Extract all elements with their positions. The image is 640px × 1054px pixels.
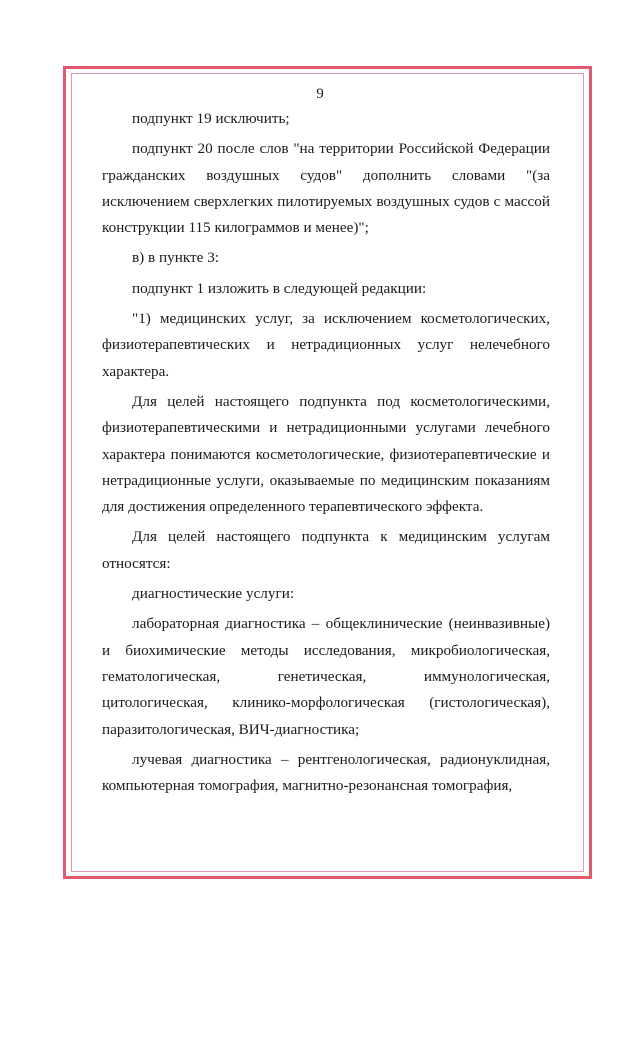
paragraph-medical-services: "1) медицинских услуг, за исключением косметологических, физиотерапевтических и нетрадиционных услуг нелечебного характера. xyxy=(102,310,550,380)
paragraph-laboratory-diagnostics: лабораторная диагностика – общеклинические (неинвазивные) и биохимические методы исследования, микробиологическая, гематологическая, генетическая, иммунологическая, цитологическая, клинико-морфологическая (гистологическая), паразитологическая, ВИЧ-диагностика; xyxy=(102,615,550,738)
document-body xyxy=(102,106,550,799)
paragraph-subitem-19: подпункт 19 исключить; xyxy=(132,110,290,127)
paragraph-definition-therapeutic: Для целей настоящего подпункта под косметологическими, физиотерапевтическими и нетрадиционными услугами лечебного характера понимаются косметологические, физиотерапевтические и нетрадиционные услуги, оказываемые по медицинским показаниям для достижения определенного терапевтического эффекта. xyxy=(102,392,550,516)
paragraph-subitem-20: подпункт 20 после слов "на территории Российской Федерации гражданских воздушных судов" дополнить словами "(за исключением сверхлегких пилотируемых воздушных судов с массой конструкции 115 килограммов и менее)"; xyxy=(102,140,550,237)
paragraph-diagnostic-services: диагностические услуги: xyxy=(132,585,295,603)
paragraph-medical-services-include: Для целей настоящего подпункта к медицинским услугам относятся: xyxy=(102,528,550,572)
paragraph-subitem-1-intro: подпункт 1 изложить в следующей редакции: xyxy=(132,279,427,297)
paragraph-radiation-diagnostics: лучевая диагностика – рентгенологическая, радионуклидная, компьютерная томография, магнитно-резонансная томография, xyxy=(102,750,550,795)
paragraph-item-3: в) в пункте 3: xyxy=(132,249,220,267)
page-number: 9 xyxy=(316,86,324,102)
